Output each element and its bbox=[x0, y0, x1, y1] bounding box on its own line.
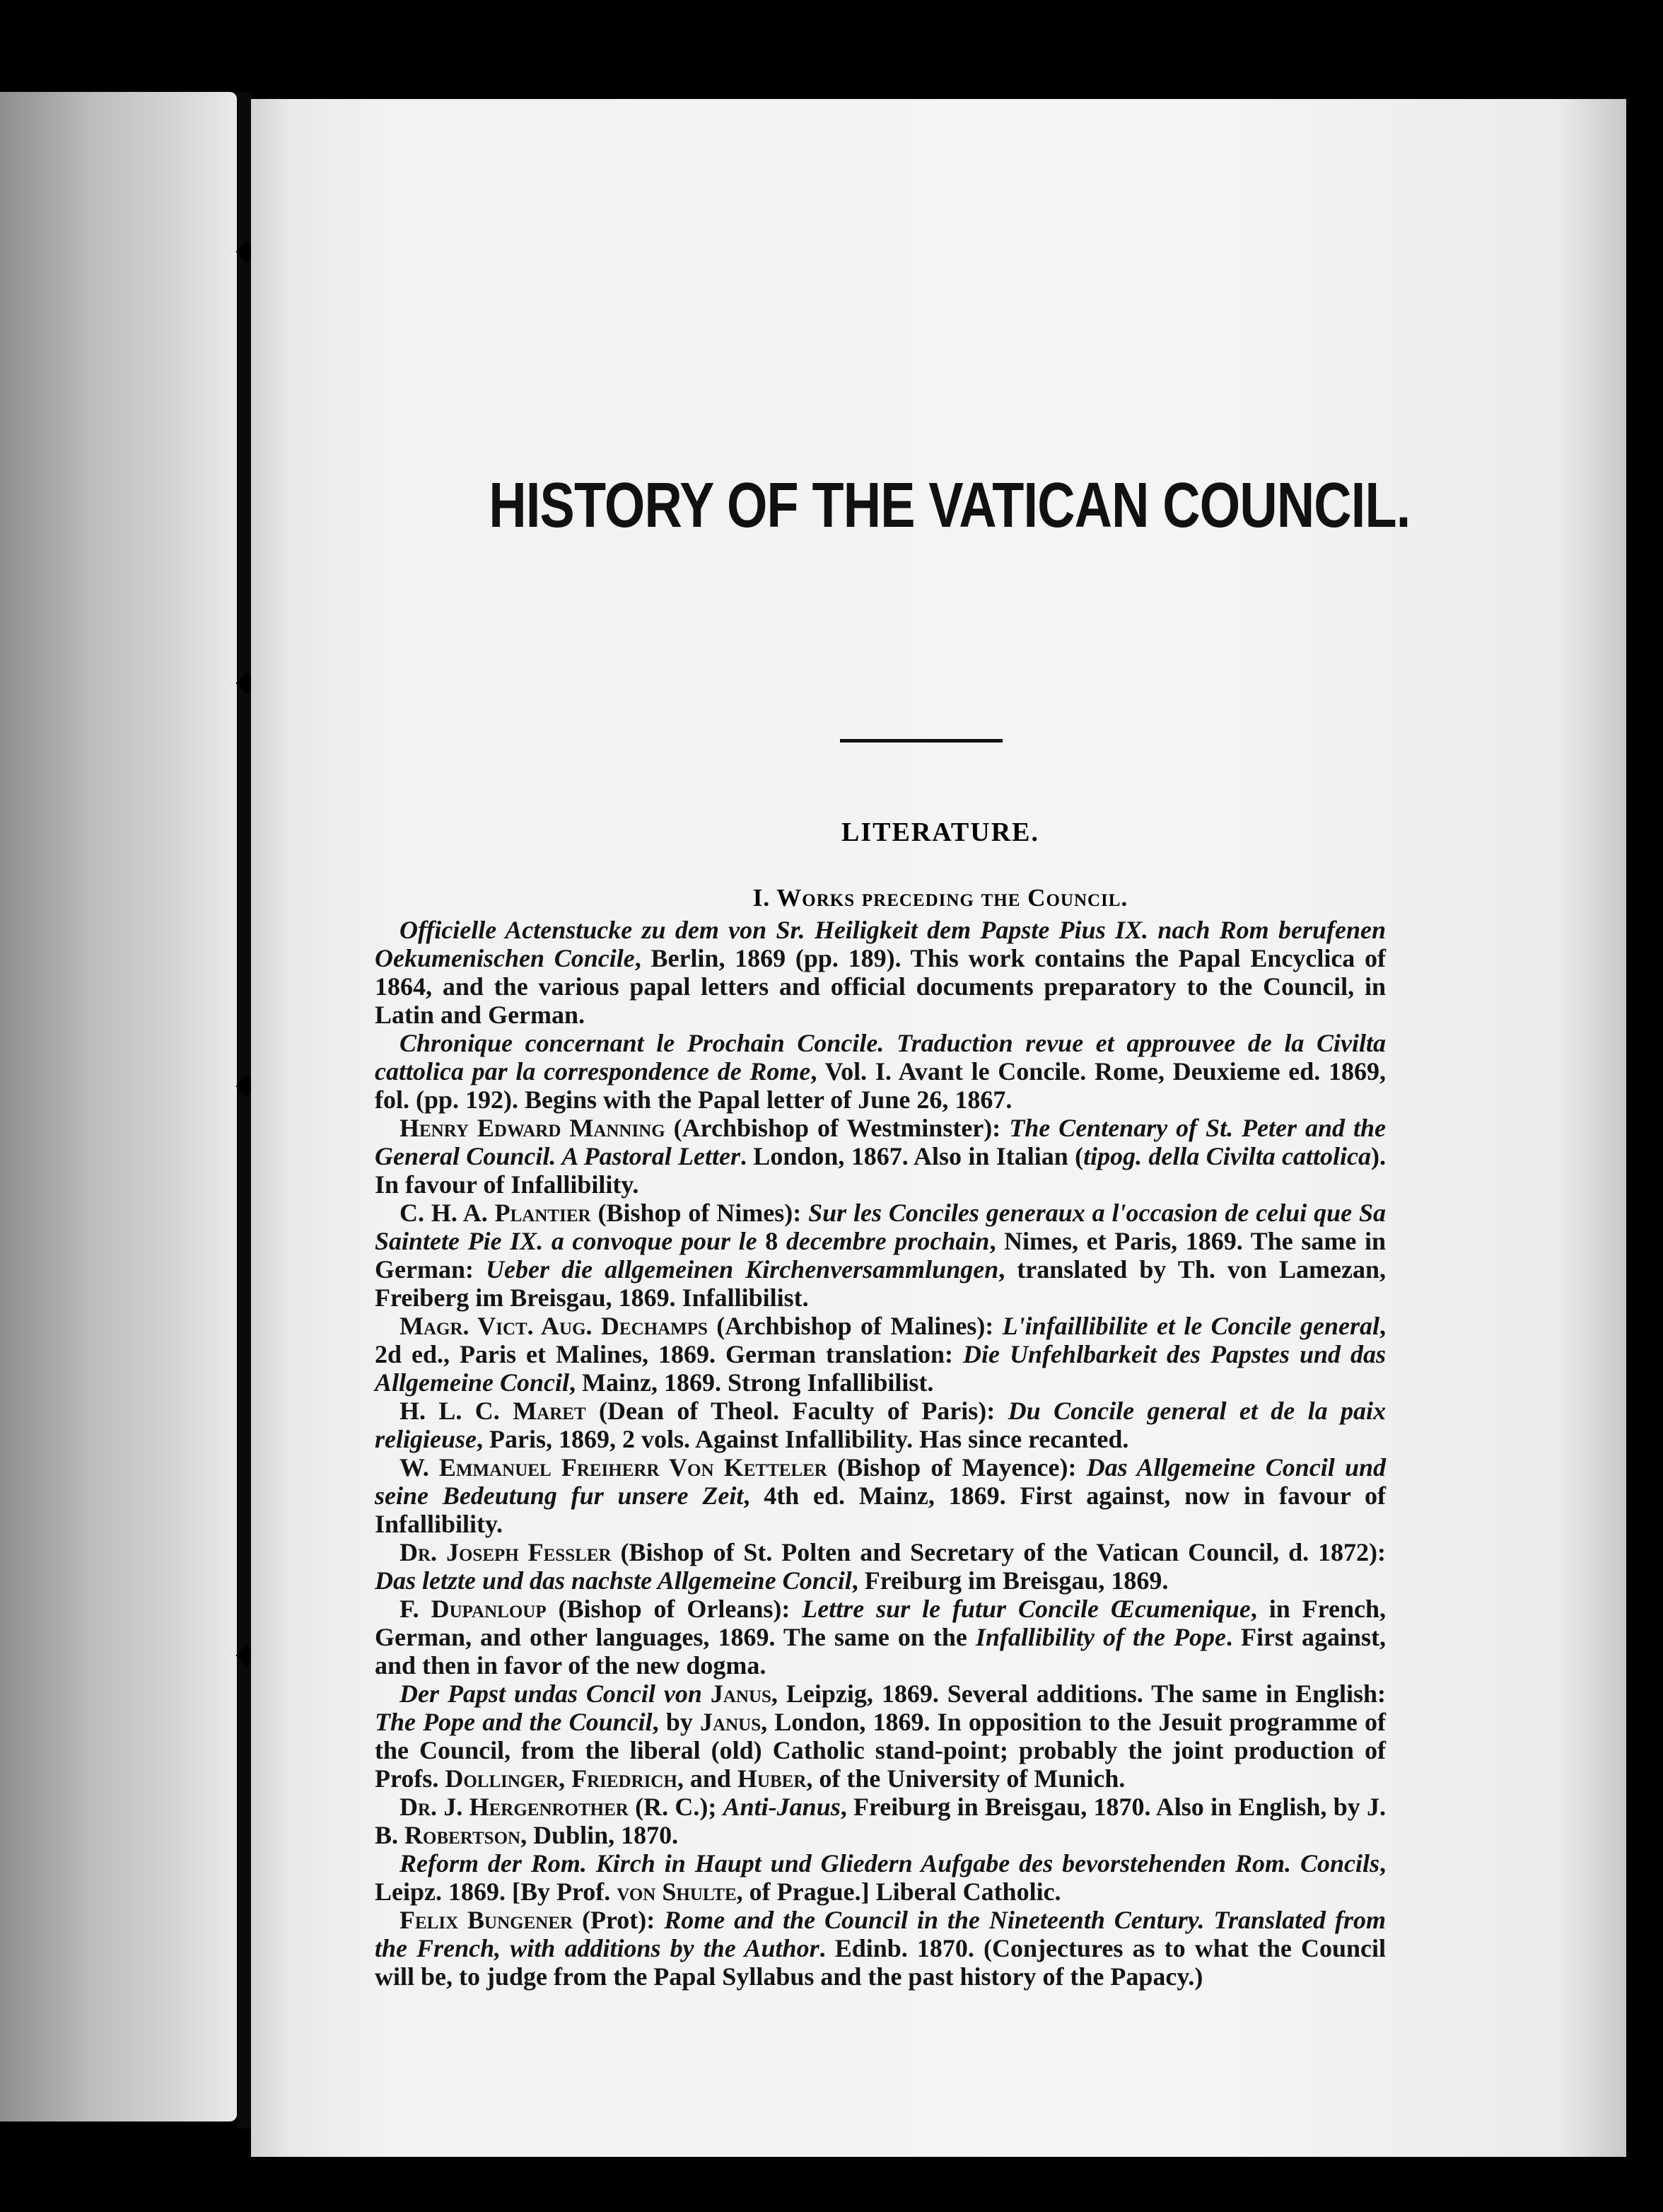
entry-text: , Dublin, 1870. bbox=[520, 1821, 679, 1849]
entry-author: F. Dupanloup bbox=[399, 1595, 547, 1623]
bibliography-entry bbox=[375, 1849, 1386, 1906]
entry-text: , 4th ed. Mainz, 1869. First against, now in favour of Infallibility. bbox=[375, 1482, 1386, 1538]
entry-text: (Bishop of St. Polten and Secretary of the Vatican Council, d. 1872): bbox=[611, 1538, 1387, 1566]
entry-text: , of Prague.] Liberal Catholic. bbox=[736, 1878, 1061, 1906]
bibliography-entry bbox=[375, 916, 1386, 1029]
entry-author: C. H. A. Plantier bbox=[399, 1199, 591, 1227]
entry-text: , Leipzig, 1869. Several additions. The same in English: bbox=[771, 1680, 1387, 1708]
binding-gutter bbox=[237, 92, 251, 2129]
entry-title-italic: decembre prochain bbox=[786, 1227, 990, 1255]
entry-author: Henry Edward Manning bbox=[399, 1114, 665, 1142]
bibliography-entry bbox=[375, 1397, 1386, 1453]
section-heading: LITERATURE. bbox=[841, 817, 1039, 847]
entry-text: , Paris, 1869, 2 vols. Against Infallibility. Has since recanted. bbox=[476, 1425, 1129, 1453]
entry-text: ). In favour of Infallibility. bbox=[375, 1142, 1386, 1199]
bibliography-entry bbox=[375, 1312, 1386, 1397]
bibliography-entry bbox=[375, 1793, 1386, 1849]
entry-text: (Archbishop of Westminster): bbox=[665, 1114, 1010, 1142]
entry-author: Dr. Joseph Fessler bbox=[399, 1538, 612, 1566]
entry-title-italic: Officielle Actenstucke zu dem von Sr. Heiligkeit dem Papste Pius IX. nach Rom berufenen Oekumenischen Concile bbox=[375, 916, 1386, 972]
bibliography-entry bbox=[375, 1595, 1386, 1680]
entry-text: , Berlin, 1869 (pp. 189). This work contains the Papal Encyclica of 1864, and the various papal letters and official documents preparatory to the Council, in Latin and German. bbox=[375, 944, 1387, 1029]
entry-title-italic: Infallibility of the Pope bbox=[975, 1623, 1226, 1651]
entry-title-italic: L'infaillibilite et le Concile general bbox=[1002, 1312, 1379, 1340]
entry-title-italic: The Pope and the Council bbox=[375, 1708, 653, 1736]
entry-title-italic: Du Concile general et de la paix religieuse bbox=[375, 1397, 1387, 1453]
subsection-heading: I. Works preceding the Council. bbox=[752, 884, 1128, 912]
entry-text: (Prot): bbox=[573, 1906, 665, 1934]
entry-text: (Bishop of Orleans): bbox=[546, 1595, 803, 1623]
facing-page-edge bbox=[0, 92, 237, 2121]
entry-text: , Nimes, et Paris, 1869. The same in German: bbox=[375, 1227, 1386, 1283]
entry-text: (Archbishop of Malines): bbox=[707, 1312, 1003, 1340]
entry-author: Janus bbox=[700, 1708, 762, 1736]
bibliography-entry bbox=[375, 1114, 1386, 1199]
entry-text: (R. C.); bbox=[628, 1793, 723, 1821]
entry-author: Huber bbox=[737, 1764, 807, 1793]
bibliography-entry bbox=[375, 1906, 1386, 1991]
entry-text: (Dean of Theol. Faculty of Paris): bbox=[585, 1397, 1008, 1425]
entry-text: , Freiburg in Breisgau, 1870. Also in English, by J. B. bbox=[375, 1793, 1386, 1849]
entry-title-italic: Reform der Rom. Kirch in Haupt und Gliedern Aufgabe des bevorstehenden Rom. Concils bbox=[399, 1849, 1379, 1878]
entry-title-italic: Der Papst undas Concil von bbox=[399, 1680, 711, 1708]
entry-text: . First against, and then in favor of the new dogma. bbox=[375, 1623, 1386, 1680]
entry-title-italic: Sur les Conciles generaux a l'occasion de celui que Sa Saintete Pie IX. a convoque pour le bbox=[375, 1199, 1387, 1255]
entry-title-italic: Lettre sur le futur Concile Œcumenique bbox=[802, 1595, 1251, 1623]
entry-text: , Vol. I. Avant le Concile. Rome, Deuxieme ed. 1869, fol. (pp. 192). Begins with the Papal letter of June 26, 1867. bbox=[375, 1057, 1386, 1114]
title-rule bbox=[840, 739, 1003, 743]
entry-text: 8 bbox=[757, 1227, 786, 1255]
entry-text: , Mainz, 1869. Strong Infallibilist. bbox=[569, 1368, 934, 1397]
entry-text: , of the University of Munich. bbox=[806, 1764, 1126, 1793]
entry-title-italic: tipog. della Civilta cattolica bbox=[1083, 1142, 1371, 1170]
entry-title-italic: Anti-Janus bbox=[723, 1793, 841, 1821]
book-page bbox=[251, 99, 1626, 2157]
entry-text: , translated by Th. von Lamezan, Freiberg im Breisgau, 1869. Infallibilist. bbox=[375, 1255, 1386, 1312]
entry-text: , by bbox=[652, 1708, 701, 1736]
entry-author: Dr. J. Hergenrother bbox=[399, 1793, 629, 1821]
bibliography-entry bbox=[375, 1199, 1386, 1312]
entry-text: (Bishop of Nimes): bbox=[590, 1199, 809, 1227]
bibliography-list bbox=[375, 916, 1386, 1991]
entry-text: , and bbox=[677, 1764, 737, 1793]
entry-author: W. Emmanuel Freiherr Von Ketteler bbox=[399, 1453, 827, 1482]
entry-author: Dollinger, Friedrich bbox=[445, 1764, 677, 1793]
entry-text: , Leipz. 1869. [By Prof. bbox=[375, 1849, 1386, 1906]
entry-author: Robertson bbox=[404, 1821, 521, 1849]
entry-text: , 2d ed., Paris et Malines, 1869. German translation: bbox=[375, 1312, 1386, 1368]
bibliography-entry bbox=[375, 1029, 1386, 1114]
bibliography-entry bbox=[375, 1453, 1386, 1538]
entry-title-italic: Die Unfehlbarkeit des Papstes und das Allgemeine Concil bbox=[375, 1340, 1386, 1397]
entry-text: . London, 1867. Also in Italian ( bbox=[740, 1142, 1084, 1170]
entry-author: H. L. C. Maret bbox=[399, 1397, 586, 1425]
entry-title-italic: Rome and the Council in the Nineteenth Century. Translated from the French, with additions by the Author bbox=[375, 1906, 1386, 1962]
entry-text: . Edinb. 1870. (Conjectures as to what the Council will be, to judge from the Papal Syllabus and the past history of the Papacy.) bbox=[375, 1934, 1387, 1991]
entry-author: von Shulte bbox=[617, 1878, 737, 1906]
entry-text: , London, 1869. In opposition to the Jesuit programme of the Council, from the liberal (old) Catholic stand-point; probably the joint production of Profs. bbox=[375, 1708, 1386, 1793]
entry-text: , Freiburg im Breisgau, 1869. bbox=[851, 1566, 1169, 1595]
entry-title-italic: Das letzte und das nachste Allgemeine Concil bbox=[375, 1566, 852, 1595]
bibliography-entry bbox=[375, 1538, 1386, 1595]
entry-author: Felix Bungener bbox=[399, 1906, 573, 1934]
entry-title-italic: Ueber die allgemeinen Kirchenversammlungen bbox=[486, 1255, 999, 1283]
entry-title-italic: Chronique concernant le Prochain Concile. Traduction revue et approuvee de la Civilta cattolica par la correspondence de Rome bbox=[375, 1029, 1386, 1085]
bibliography-entry bbox=[375, 1680, 1386, 1793]
entry-author: Magr. Vict. Aug. Dechamps bbox=[399, 1312, 708, 1340]
entry-text: (Bishop of Mayence): bbox=[827, 1453, 1087, 1482]
entry-text: , in French, German, and other languages, 1869. The same on the bbox=[375, 1595, 1386, 1651]
entry-title-italic: Das Allgemeine Concil und seine Bedeutung fur unsere Zeit bbox=[375, 1453, 1386, 1510]
page-title: HISTORY OF THE VATICAN COUNCIL. bbox=[489, 470, 1411, 541]
entry-title-italic: The Centenary of St. Peter and the General Council. A Pastoral Letter bbox=[375, 1114, 1386, 1170]
entry-author: Janus bbox=[710, 1680, 771, 1708]
